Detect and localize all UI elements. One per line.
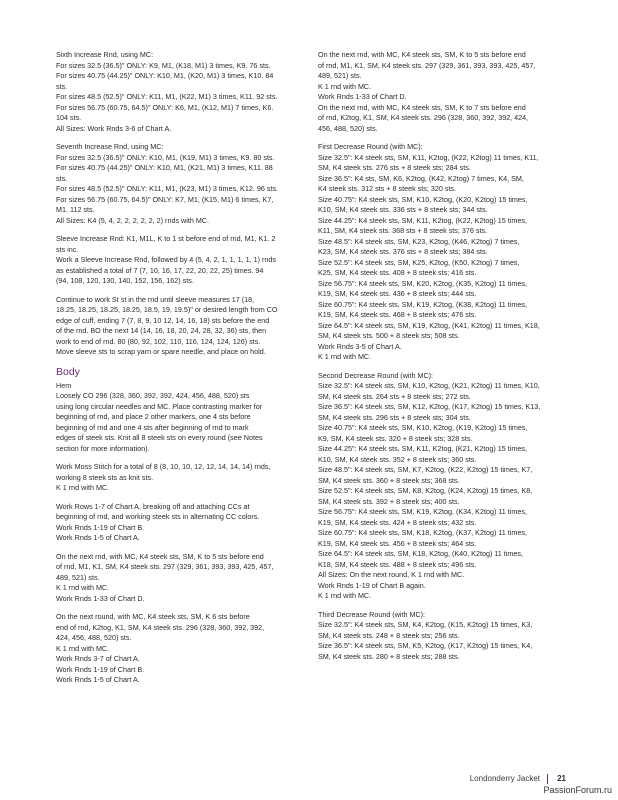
instruction-paragraph	[318, 371, 570, 602]
text-line: All Sizes: K4 (5, 4, 2, 2, 2, 2, 2, 2) rnds with MC.	[56, 215, 209, 225]
text-line: Size 64.5": K4 steek sts, SM, K18, K2tog, (K40, K2tog) 11 times,	[318, 549, 523, 558]
text-line: SM, K4 steek sts. 280 + 8 steek sts; 288 sts.	[318, 651, 460, 661]
text-line: Seventh Increase Rnd, using MC:	[56, 142, 164, 151]
text-line: end of rnd, K2tog, K1, SM, K4 steek sts. 296 (328, 360, 392, 392,	[56, 622, 265, 632]
text-line: K4 steek sts. 312 sts + 8 steek sts; 320 sts.	[318, 184, 457, 193]
text-line: Sixth Increase Rnd, using MC:	[56, 50, 154, 59]
text-line: of rnd, K2tog, K1, SM, K4 steek sts. 296 (328, 360, 392, 392, 424,	[318, 113, 529, 122]
instruction-paragraph	[56, 502, 308, 544]
text-line: Work Rnds 1-33 of Chart D.	[318, 92, 407, 101]
text-line: K25, SM, K4 steek sts. 408 + 8 steek sts; 416 sts.	[318, 268, 477, 277]
text-line: On the next rnd, with MC, K4 steek sts, SM, K to 7 sts before end	[318, 102, 526, 112]
text-line: K18, SM, K4 steek sts. 488 + 8 steek sts; 496 sts.	[318, 559, 477, 569]
text-line: For sizes 32.5 (36.5)" ONLY: K10, M1, (K19, M1) 3 times, K9. 80 sts.	[56, 152, 275, 162]
text-line: K19, SM, K4 steek sts. 456 + 8 steek sts; 464 sts.	[318, 538, 477, 548]
instruction-paragraph	[56, 234, 308, 287]
text-line: Size 32.5": K4 steek sts, SM, K4, K2tog, (K15, K2tog) 15 times, K3,	[318, 620, 533, 629]
text-line: Work Rows 1-7 of Chart A, breaking off and attaching CCs at	[56, 501, 250, 511]
text-line: Work Rnds 1-5 of Chart A.	[56, 533, 140, 542]
text-line: Size 64.5": K4 steek sts, SM, K19, K2tog, (K41, K2tog) 11 times, K18,	[318, 320, 540, 330]
instruction-paragraph	[318, 142, 570, 363]
right-column	[318, 50, 570, 670]
text-line: K19, SM, K4 steek sts. 468 + 8 steek sts; 476 sts.	[318, 310, 477, 319]
text-line: beginning of rnd, and working steek sts in alternating CC colors.	[56, 512, 260, 521]
text-line: For sizes 32.5 (36.5)" ONLY: K9, M1, (K18, M1) 3 times, K9. 76 sts.	[56, 60, 271, 70]
text-line: Second Decrease Round (with MC):	[318, 370, 434, 380]
instruction-paragraph	[56, 50, 308, 134]
text-line: using long circular needles and MC. Place contrasting marker for	[56, 401, 263, 411]
text-line: On the next rnd, with MC, K4 steek sts, SM, K to 5 sts before end	[318, 50, 526, 59]
text-line: On the next rnd, with MC, K4 steek sts, SM, K to 5 sts before end	[56, 551, 264, 561]
text-line: as established a total of 7 (7, 10, 16, 17, 22, 20, 22, 25) times. 94	[56, 265, 264, 275]
instruction-paragraph	[318, 610, 570, 663]
instruction-paragraph	[56, 462, 308, 494]
text-line: Work Rnds 1-19 of Chart B.	[56, 522, 145, 532]
instruction-paragraph	[56, 612, 308, 686]
text-line: K 1 rnd with MC.	[318, 591, 372, 600]
text-line: K10, SM, K4 steek sts. 336 sts + 8 steek sts; 344 sts.	[318, 205, 488, 214]
section-heading: Body	[56, 365, 80, 378]
text-line: Work Rnds 3-5 of Chart A.	[318, 341, 402, 351]
instruction-paragraph	[318, 50, 570, 134]
text-line: 104 sts.	[56, 113, 82, 122]
text-line: For sizes 48.5 (52.5)" ONLY: K11, M1, (K22, M1) 3 times, K11. 92 sts.	[56, 92, 278, 101]
text-line: Loosely CO 296 (328, 360, 392, 392, 424, 456, 488, 520) sts	[56, 391, 250, 400]
text-line: work to end of rnd. 80 (80, 92, 102, 110, 116, 124, 124, 126) sts.	[56, 336, 261, 346]
instruction-paragraph	[56, 295, 308, 358]
text-line: 456, 488, 520) sts.	[318, 123, 378, 133]
text-line: Size 36.5": K4 sts, SM, K6, K2tog, (K42, K2tog) 7 times, K4, SM,	[318, 173, 524, 183]
text-line: K 1 rnd with MC.	[56, 583, 110, 592]
text-line: Size 32.5": K4 steek sts, SM, K11, K2tog, (K22, K2tog) 11 times, K11,	[318, 152, 539, 162]
text-line: K23, SM, K4 steek sts. 376 sts + 8 steek sts; 384 sts.	[318, 247, 488, 256]
text-line: sts.	[56, 173, 68, 183]
text-line: All Sizes: On the next round, K 1 rnd with MC.	[318, 570, 465, 579]
text-line: For sizes 56.75 (60.75, 64.5)" ONLY: K6, M1, (K12, M1) 7 times, K6.	[56, 102, 274, 112]
text-line: Size 52.5": K4 steek sts, SM, K25, K2tog, (K50, K2tog) 7 times,	[318, 257, 520, 267]
text-line: 424, 456, 488, 520) sts.	[56, 633, 132, 642]
text-line: K 1 rnd with MC.	[318, 81, 372, 91]
text-line: K 1 rnd with MC.	[318, 352, 372, 361]
text-line: SM, K4 steek sts. 248 + 8 steek sts; 256 sts.	[318, 630, 460, 640]
text-line: All Sizes: Work Rnds 3-6 of Chart A.	[56, 123, 172, 133]
text-line: Work Rnds 1-19 of Chart B.	[56, 664, 145, 674]
text-line: Sleeve Increase Rnd: K1, M1L, K to 1 st before end of rnd, M1, K1. 2	[56, 234, 276, 243]
text-line: of rnd, M1, K1, SM, K4 steek sts. 297 (329, 361, 393, 393, 425, 457,	[56, 562, 274, 571]
footer-divider	[547, 774, 548, 784]
text-line: For sizes 56.75 (60.75, 64.5)" ONLY: K7, M1, (K15, M1) 6 times, K7,	[56, 194, 274, 204]
text-line: Size 44.25": K4 steek sts, SM, K11, K2tog, (K21, K2tog) 15 times,	[318, 444, 527, 453]
text-line: SM, K4 steek sts. 360 + 8 steek sts; 368 sts.	[318, 475, 460, 485]
text-line: Work a Sleeve Increase Rnd, followed by 4 (5, 4, 2, 1, 1, 1, 1, 1) rnds	[56, 255, 276, 264]
text-line: SM, K4 steek sts. 264 sts + 8 steek sts; 272 sts.	[318, 391, 471, 401]
text-line: Work Rnds 1-5 of Chart A.	[56, 675, 140, 684]
page-number: 21	[557, 774, 566, 783]
text-line: section for more information).	[56, 443, 150, 453]
text-line: K 1 rnd with MC.	[56, 643, 110, 653]
text-line: sts inc.	[56, 244, 79, 254]
text-line: beginning of rnd, and place 2 other markers, one 4 sts before	[56, 412, 251, 421]
text-line: K10, SM, K4 steek sts. 352 + 8 steek sts; 360 sts.	[318, 454, 477, 464]
text-line: Size 60.75": K4 steek sts, SM, K19, K2tog, (K38, K2tog) 11 times,	[318, 299, 527, 309]
text-line: Size 40.75": K4 steek sts, SM, K10, K2tog, (K19, K2tog) 15 times,	[318, 423, 528, 432]
text-line: Size 32.5": K4 steek sts, SM, K10, K2tog, (K21, K2tog) 11 times, K10,	[318, 381, 540, 390]
instruction-paragraph	[56, 552, 308, 605]
text-line: K19, SM, K4 steek sts. 424 + 8 steek sts; 432 sts.	[318, 517, 477, 527]
text-line: For sizes 48.5 (52.5)" ONLY: K11, M1, (K23, M1) 3 times, K12. 96 sts.	[56, 184, 278, 193]
text-line: Size 44.25": K4 steek sts, SM, K11, K2tog, (K22, K2tog) 15 times,	[318, 215, 527, 225]
text-line: Third Decrease Round (with MC):	[318, 609, 426, 619]
text-line: On the next round, with MC, K4 steek sts, SM, K 6 sts before	[56, 612, 250, 621]
footer-title: Londonderry Jacket	[469, 774, 540, 783]
text-line: Size 48.5": K4 steek sts, SM, K7, K2tog, (K22, K2tog) 15 times, K7,	[318, 465, 533, 474]
text-line: Work Rnds 3-7 of Chart A.	[56, 654, 140, 663]
text-line: Size 52.5": K4 steek sts, SM, K8, K2tog, (K24, K2tog) 15 times, K8,	[318, 486, 533, 495]
text-line: sts.	[56, 81, 68, 91]
text-line: 489, 521) sts.	[56, 572, 100, 582]
text-line: Continue to work St st in the rnd until sleeve measures 17 (18,	[56, 294, 255, 304]
text-line: 489, 521) sts.	[318, 71, 362, 80]
text-line: edges of steek sts. Knit all 8 steek sts on every round (see Notes	[56, 433, 263, 442]
text-line: Size 56.75": K4 steek sts, SM, K19, K2tog, (K34, K2tog) 11 times,	[318, 507, 527, 516]
text-line: working 8 steek sts as knit sts.	[56, 472, 154, 482]
text-line: For sizes 40.75 (44.25)" ONLY: K10, M1, (K21, M1) 3 times, K11. 88	[56, 163, 273, 172]
watermark: PassionForum.ru	[543, 785, 612, 795]
text-line: K9, SM, K4 steek sts. 320 + 8 steek sts; 328 sts.	[318, 433, 473, 443]
text-line: SM, K4 steek sts. 276 sts + 8 steek sts; 284 sts.	[318, 163, 471, 172]
text-line: K11, SM, K4 steek sts. 368 sts + 8 steek sts; 376 sts.	[318, 226, 488, 235]
text-line: Size 56.75": K4 steek sts, SM, K20, K2tog, (K35, K2tog) 11 times,	[318, 278, 527, 288]
text-line: For sizes 40.75 (44.25)" ONLY: K10, M1, (K20, M1) 3 times, K10. 84	[56, 71, 274, 80]
text-line: Work Moss Stitch for a total of 8 (8, 10, 10, 12, 12, 14, 14, 14) rnds,	[56, 462, 271, 471]
text-line: Hem	[56, 380, 72, 390]
text-line: Size 36.5": K4 steek sts, SM, K5, K2tog, (K17, K2tog) 15 times, K4,	[318, 641, 533, 650]
text-line: edge of cuff, ending 7 (7, 8, 9, 10 12, 14, 16, 18) sts before the end	[56, 315, 270, 325]
instruction-paragraph	[56, 142, 308, 226]
left-column	[56, 50, 308, 694]
text-line: Work Rnds 1-33 of Chart D.	[56, 593, 145, 603]
text-line: Move sleeve sts to scrap yarn or spare needle, and place on hold.	[56, 347, 266, 356]
text-line: (94, 108, 120, 130, 140, 152, 156, 162) sts.	[56, 276, 194, 285]
text-line: SM, K4 steek sts. 500 + 8 steek sts; 508 sts.	[318, 331, 460, 340]
text-line: beginning of rnd and one 4 sts after beginning of rnd to mark	[56, 422, 249, 432]
text-line: K 1 rnd with MC.	[56, 483, 110, 492]
text-line: Size 36.5": K4 steek sts, SM, K12, K2tog, (K17, K2tog) 15 times, K13,	[318, 402, 541, 411]
text-line: M1. 112 sts.	[56, 205, 95, 214]
text-line: Size 60.75": K4 steek sts, SM, K18, K2tog, (K37, K2tog) 11 times,	[318, 528, 527, 537]
text-line: Size 40.75": K4 steek sts, SM, K10, K2tog, (K20, K2tog) 15 times,	[318, 194, 528, 204]
text-line: SM, K4 steek sts. 392 + 8 steek sts; 400 sts.	[318, 496, 460, 506]
text-line: Size 48.5": K4 steek sts, SM, K23, K2tog, (K46, K2tog) 7 times,	[318, 236, 520, 246]
text-line: Work Rnds 1-19 of Chart B again.	[318, 580, 426, 590]
instruction-paragraph	[56, 381, 308, 455]
text-line: of rnd, M1, K1, SM, K4 steek sts. 297 (329, 361, 393, 393, 425, 457,	[318, 60, 536, 70]
text-line: K19, SM, K4 steek sts. 436 + 8 steek sts; 444 sts.	[318, 289, 477, 298]
text-line: 18.25, 18.25, 18.25, 18.25, 18.5, 19, 19.5)" or desired length from CO	[56, 305, 278, 314]
text-line: of the rnd. BO the next 14 (14, 16, 18, 20, 24, 28, 32, 36) sts, then	[56, 326, 267, 335]
text-line: SM, K4 steek sts. 296 sts + 8 steek sts; 304 sts.	[318, 412, 471, 422]
text-line: First Decrease Round (with MC):	[318, 142, 423, 151]
